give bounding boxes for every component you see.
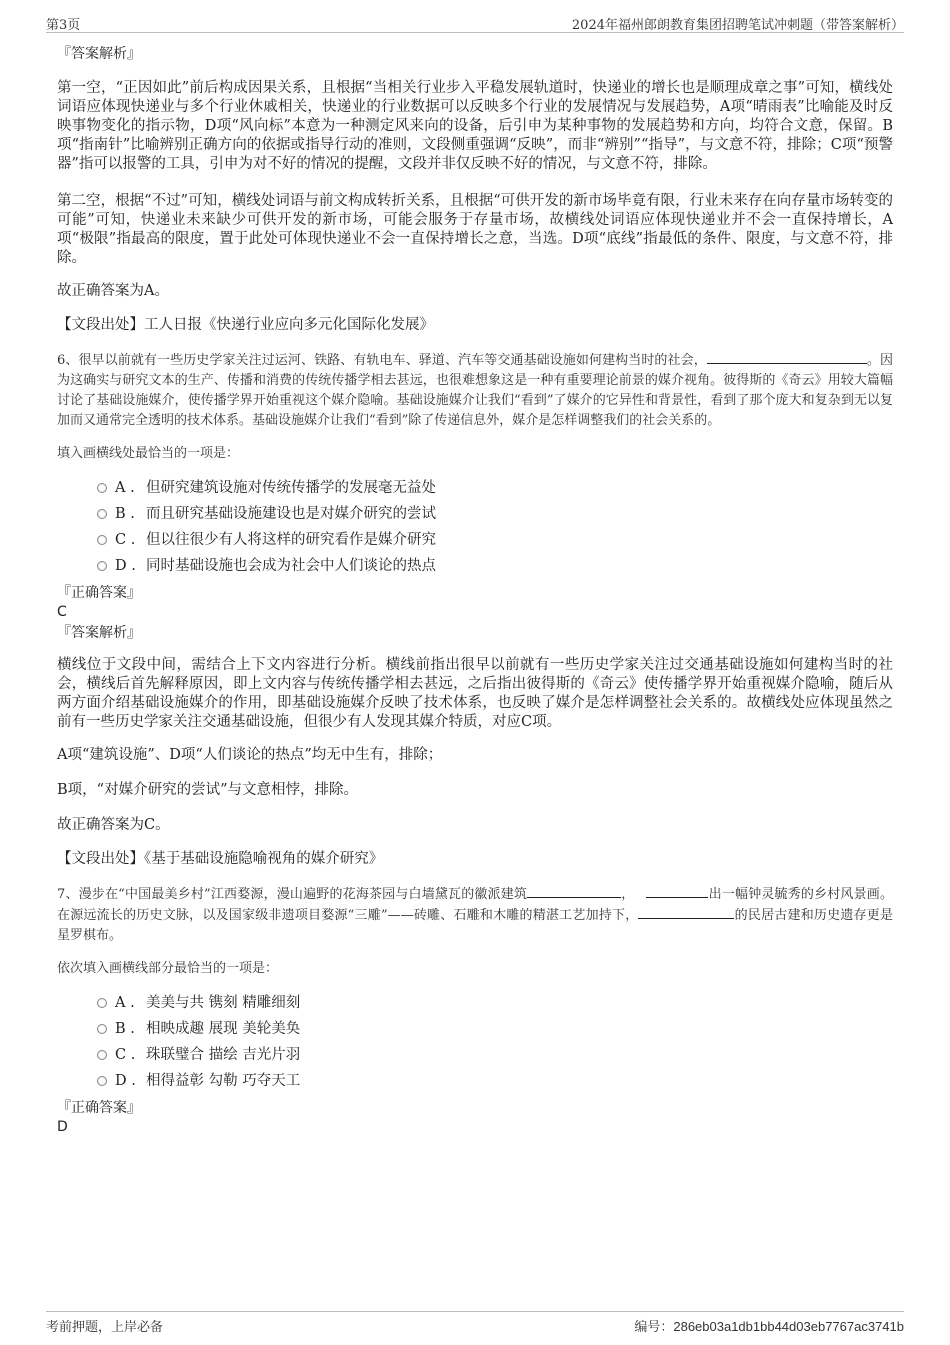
stem-text: ，: [621, 887, 635, 902]
source-citation: 【文段出处】《基于基础设施隐喻视角的媒介研究》: [57, 851, 384, 867]
question-stem: [57, 884, 893, 946]
radio-icon[interactable]: [97, 1024, 107, 1034]
stem-text: 的民居古建和历史遗存更是星罗棋布。: [57, 908, 893, 943]
answer-tag: 『正确答案』: [57, 585, 141, 601]
question-stem: [57, 350, 893, 431]
option-a[interactable]: A . 但研究建筑设施对传统传播学的发展毫无益处: [57, 475, 893, 501]
stem-text: 7、漫步在“中国最美乡村”江西婺源，漫山遍野的花海茶园与白墙黛瓦的徽派建筑: [57, 887, 528, 902]
page-number: 第3页: [46, 18, 81, 33]
conclusion: 故正确答案为A。: [57, 283, 169, 299]
radio-icon[interactable]: [97, 483, 107, 493]
options-list: [57, 990, 893, 1094]
stem-text: 出一幅钟灵毓秀的乡村风景画。在源远流长的历史文脉，以及国家级非遗项目婺源“三雕”——砖雕、石雕和木雕的精湛工艺加持下，: [57, 887, 893, 923]
option-b[interactable]: B . 相映成趣 展现 美轮美奂: [57, 1016, 893, 1042]
option-b[interactable]: B . 而且研究基础设施建设也是对媒介研究的尝试: [57, 501, 893, 527]
document-code: [634, 1316, 904, 1335]
question-prompt: 依次填入画横线部分最恰当的一项是：: [57, 961, 279, 976]
radio-icon[interactable]: [97, 998, 107, 1008]
stem-text: 6、很早以前就有一些历史学家关注过运河、铁路、有轨电车、驿道、汽车等交通基础设施如何建构当时的社会，: [57, 353, 707, 368]
answer-tag: 『正确答案』: [57, 1100, 141, 1116]
radio-icon[interactable]: [97, 561, 107, 571]
correct-answer: C: [57, 604, 67, 620]
analysis-paragraph: A项“建筑设施”、D项“人们谈论的热点”均无中生有，排除；: [57, 747, 443, 763]
options-list: [57, 475, 893, 579]
option-c[interactable]: C . 珠联璧合 描绘 吉光片羽: [57, 1042, 893, 1068]
option-d[interactable]: D . 相得益彰 勾勒 巧夺天工: [57, 1068, 893, 1094]
document-title: 2024年福州郎朗教育集团招聘笔试冲刺题（带答案解析）: [571, 18, 904, 33]
page-footer: [46, 1311, 904, 1336]
option-c[interactable]: C . 但以往很少有人将这样的研究看作是媒介研究: [57, 527, 893, 553]
radio-icon[interactable]: [97, 509, 107, 519]
code-value: 286eb03a1db1bb44d03eb7767ac3741b: [673, 1319, 904, 1334]
fill-blank: [707, 350, 867, 364]
analysis-paragraph: 第二空，根据“不过”可知，横线处词语与前文构成转折关系，且根据“可供开发的新市场毕竟有限，行业未来存在向存量市场转变的可能”可知，快递业未来缺少可供开发的新市场，可能会服务于存量市场，故横线处词语应体现快递业并不会一直保持增长，A项“极限”指最高的限度，置于此处可体现快递业不会一直保持增长之意，当选。D项“底线”指最低的条件、限度，与文意不符，排除。: [57, 193, 893, 266]
fill-blank: [638, 905, 734, 919]
correct-answer: D: [57, 1119, 68, 1135]
analysis-paragraph: 第一空，“正因如此”前后构成因果关系，且根据“当相关行业步入平稳发展轨道时，快递业的增长也是顺理成章之事”可知，横线处词语应体现快递业与多个行业休戚相关，快递业的行业数据可以反映多个行业的发展情况与发展趋势，A项“晴雨表”比喻能及时反映事物变化的指示物，D项“风向标”本意为一种测定风来向的设备，后引申为某种事物的发展趋势和方向，均符合文意，保留。B项“指南针”比喻辨别正确方向的依据或指导行动的准则，文段侧重强调“反映”，而非“辨别”“指导”，与文意不符，排除；C项“预警器”指可以报警的工具，引申为对不好的情况的提醒，文段并非仅反映不好的情况，与文意不符，排除。: [57, 80, 893, 172]
analysis-tag: 『答案解析』: [57, 46, 141, 62]
source-citation: 【文段出处】工人日报《快递行业应向多元化国际化发展》: [57, 317, 434, 333]
radio-icon[interactable]: [97, 1050, 107, 1060]
option-d[interactable]: D . 同时基础设施也会成为社会中人们谈论的热点: [57, 553, 893, 579]
radio-icon[interactable]: [97, 1076, 107, 1086]
fill-blank: [527, 884, 621, 898]
page-content: [57, 44, 893, 1136]
analysis-paragraph: 横线位于文段中间，需结合上下文内容进行分析。横线前指出很早以前就有一些历史学家关注过交通基础设施如何建构当时的社会，横线后首先解释原因，即上文内容与传统传播学相去甚远，之后指出彼得斯的《奇云》使传播学界开始重视媒介隐喻，随后从两方面介绍基础设施媒介的作用，即基础设施媒介反映了技术体系，也反映了媒介是怎样调整社会关系的。故横线处应体现虽然之前有一些历史学家关注交通基础设施，但很少有人发现其媒介特质，对应C项。: [57, 657, 893, 730]
option-a[interactable]: A . 美美与共 镌刻 精雕细刻: [57, 990, 893, 1016]
page-header: [46, 14, 904, 33]
question-prompt: 填入画横线处最恰当的一项是：: [57, 446, 240, 461]
footer-slogan: 考前押题，上岸必备: [46, 1320, 164, 1335]
stem-text: 。因为这确实与研究文本的生产、传播和消费的传统传播学相去甚远，也很难想象这是一种有重要理论前景的媒介视角。彼得斯的《奇云》用较大篇幅讨论了基础设施媒介，使传播学界开始重视这个媒介隐喻。基础设施媒介让我们“看到”了媒介的它异性和背景性，看到了那个庞大和复杂到无以复加而又通常完全透明的技术体系。基础设施媒介让我们“看到”除了传递信息外，媒介是怎样调整我们的社会关系的。: [57, 353, 893, 428]
analysis-tag: 『答案解析』: [57, 625, 141, 641]
fill-blank: [646, 884, 708, 898]
analysis-paragraph: B项，“对媒介研究的尝试”与文意相悖，排除。: [57, 782, 358, 798]
radio-icon[interactable]: [97, 535, 107, 545]
code-label: 编号：: [634, 1320, 674, 1335]
conclusion: 故正确答案为C。: [57, 817, 170, 833]
